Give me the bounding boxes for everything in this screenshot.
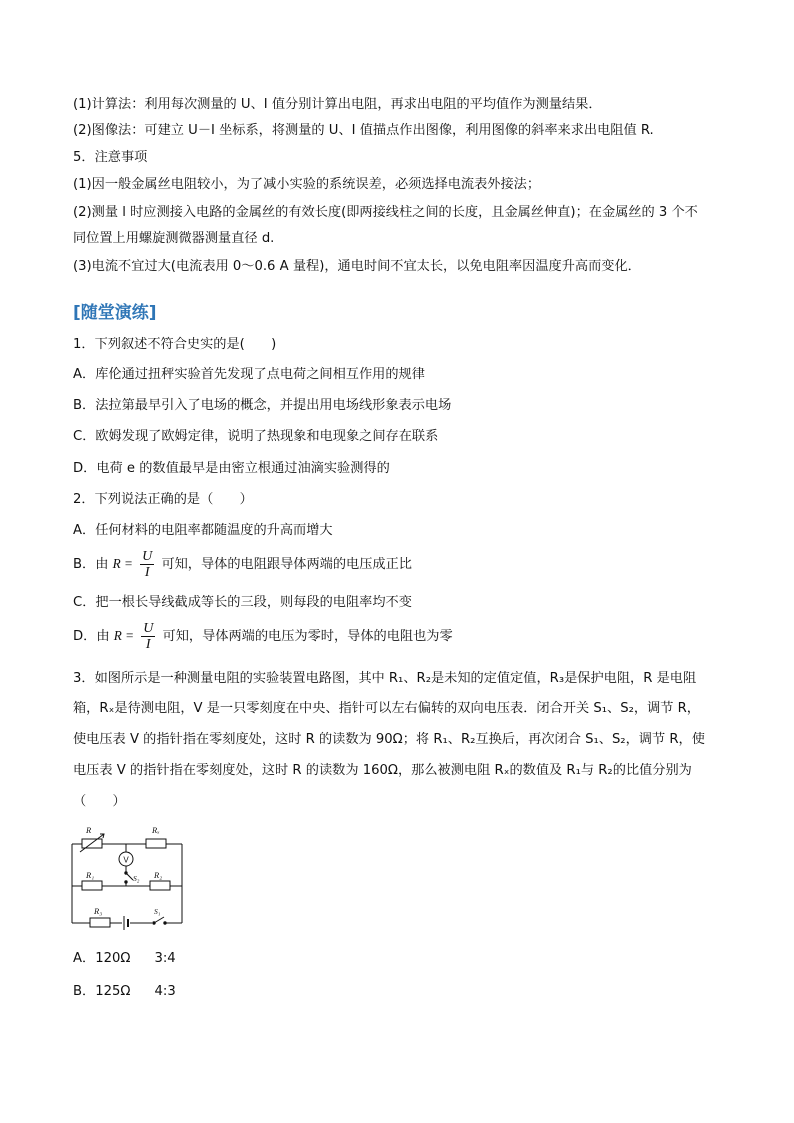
q3-line-3: 使电压表 V 的指针指在零刻度处，这时 R 的读数为 90Ω；将 R₁、R₂互换后，再次闭合 S₁、S₂，调节 R，使 (73, 732, 705, 747)
label-Rx: Rₓ (152, 825, 160, 835)
resistor-box-R2 (150, 881, 170, 890)
label-S2: S₂ (133, 874, 140, 883)
q2-d-numerator: U (143, 620, 154, 636)
q3-a-ratio: 3:4 (154, 951, 176, 966)
q1-option-c: C．欧姆发现了欧姆定律，说明了热现象和电现象之间存在联系 (73, 429, 439, 444)
label-R3: R₃ (94, 906, 103, 916)
resistor-box-R1 (82, 881, 102, 890)
q3-option-b (73, 983, 176, 1001)
circuit-diagram (68, 818, 192, 930)
note-2-line-1: (2)测量 l 时应测接入电路的金属丝的有效长度(即两接线柱之间的长度，且金属丝伸直)；在金属丝的 3 个不 (73, 205, 698, 220)
label-R2: R₂ (154, 870, 163, 880)
q2-stem: 2．下列说法正确的是（ ） (73, 492, 253, 507)
q2-b-fraction (140, 549, 154, 580)
q1-option-d: D．电荷 e 的数值最早是由密立根通过油滴实验测得的 (73, 461, 390, 476)
note-3: (3)电流不宜过大(电流表用 0～0.6 A 量程)，通电时间不宜太长，以免电阻率因温度升高而变化． (73, 259, 641, 274)
label-R1: R₁ (86, 870, 95, 880)
section-title: [随堂演练] (73, 303, 157, 323)
q2-d-lhs: R = (113, 628, 134, 643)
label-S1: S₁ (154, 907, 161, 916)
q2-option-d (73, 620, 453, 653)
graph-method-text: (2)图像法：可建立 U－I 坐标系，将测量的 U、I 值描点作出图像，利用图像的斜率来求出电阻值 R. (73, 123, 654, 138)
label-V: V (123, 855, 129, 865)
q2-b-suffix: 可知，导体的电阻跟导体两端的电压成正比 (161, 557, 412, 572)
note-2-line-2: 同位置上用螺旋测微器测量直径 d. (73, 231, 275, 246)
calc-method-text: (1)计算法：利用每次测量的 U、I 值分别计算出电阻，再求出电阻的平均值作为测量结果． (73, 97, 602, 112)
q2-d-suffix: 可知，导体两端的电压为零时，导体的电阻也为零 (162, 629, 453, 644)
q3-paren: （ ） (73, 794, 126, 809)
resistor-box-Rx (146, 839, 166, 848)
q2-option-a: A．任何材料的电阻率都随温度的升高而增大 (73, 523, 333, 538)
note-1: (1)因一般金属丝电阻较小，为了减小实验的系统误差，必须选择电流表外接法； (73, 177, 541, 192)
q2-option-c: C．把一根长导线截成等长的三段，则每段的电阻率均不变 (73, 595, 412, 610)
q2-b-lhs: R = (112, 556, 133, 571)
q3-a-value: A．120Ω (73, 951, 131, 966)
q2-b-prefix: B．由 (73, 557, 109, 572)
q2-b-denominator: I (144, 564, 150, 580)
notes-heading: 5．注意事项 (73, 150, 148, 165)
q3-b-ratio: 4:3 (154, 984, 176, 999)
q1-option-a: A．库伦通过扭秤实验首先发现了点电荷之间相互作用的规律 (73, 367, 425, 382)
q2-d-fraction (141, 621, 155, 652)
q3-line-2: 箱，Rₓ是待测电阻，V 是一只零刻度在中央、指针可以左右偏转的双向电压表．闭合开关 S₁、S₂，调节 R， (73, 701, 700, 716)
label-R: R (86, 825, 92, 835)
q3-b-value: B．125Ω (73, 984, 131, 999)
q3-line-4: 电压表 V 的指针指在零刻度处，这时 R 的读数为 160Ω，那么被测电阻 Rₓ的数值及 R₁与 R₂的比值分别为 (73, 763, 692, 778)
q3-line-1: 3．如图所示是一种测量电阻的实验装置电路图，其中 R₁、R₂是未知的定值定值，R₃是保护电阻，R 是电阻 (73, 671, 697, 686)
q2-d-prefix: D．由 (73, 629, 110, 644)
q2-option-b (73, 548, 412, 581)
q1-stem: 1．下列叙述不符合史实的是( ) (73, 337, 277, 352)
q2-d-denominator: I (145, 636, 151, 652)
resistor-box-R3 (90, 918, 110, 927)
q2-b-numerator: U (142, 548, 153, 564)
q3-option-a (73, 950, 176, 968)
q1-option-b: B．法拉第最早引入了电场的概念，并提出用电场线形象表示电场 (73, 398, 452, 413)
